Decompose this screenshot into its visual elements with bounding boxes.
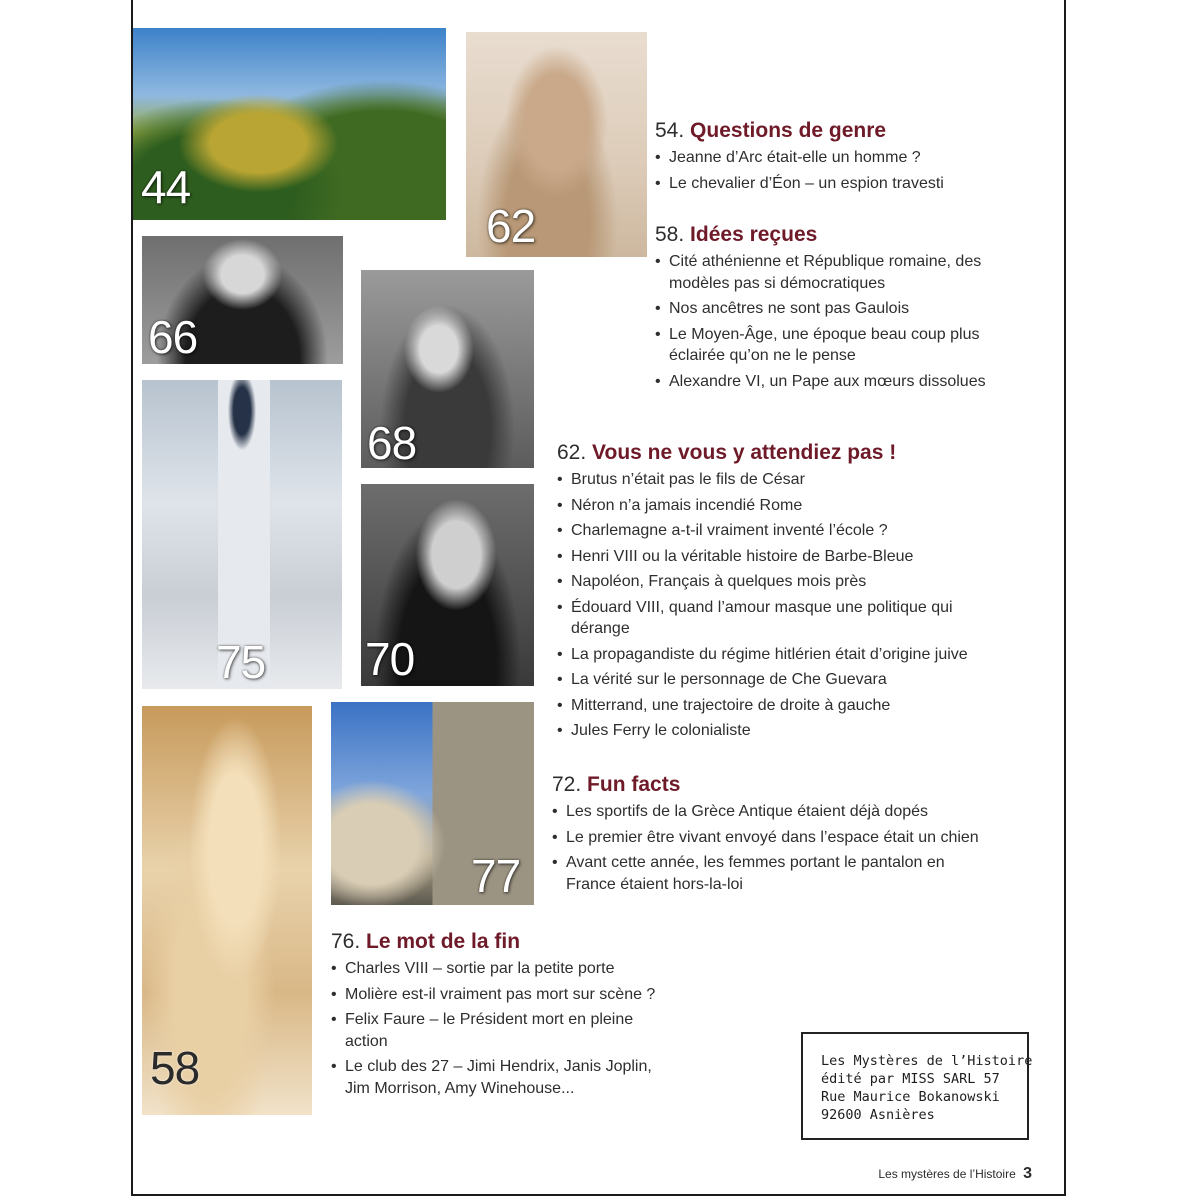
photo-napoleon-portrait [142,236,343,364]
photo-page-number: 58 [150,1042,200,1094]
list-item: • Le club des 27 – Jimi Hendrix, Janis Joplin, Jim Morrison, Amy Winehouse... [331,1056,655,1099]
publisher-line: 92600 Asnières [821,1107,935,1123]
photo-sketch-portrait [466,32,647,257]
list-item: • Le chevalier d’Éon – un espion travesti [655,173,995,195]
section-le-mot-de-la-fin [331,929,671,1103]
list-item: • Mitterrand, une trajectoire de droite à gauche [557,695,997,717]
list-item: • Felix Faure – le Président mort en pleine action [331,1009,655,1052]
section-title [552,772,1002,798]
section-idees-recues [655,222,995,396]
section-title [557,440,997,466]
list-item: • Alexandre VI, un Pape aux mœurs dissolues [655,371,995,393]
section-title [331,929,671,955]
photo-woman-in-trousers [142,380,342,689]
list-item: • Cité athénienne et République romaine, des modèles pas si démocratiques [655,251,995,294]
section-heading: Questions de genre [690,119,887,142]
section-heading: Fun facts [587,773,681,796]
photo-page-number: 77 [471,850,521,902]
section-items [655,251,995,392]
section-page-number: 76. [331,930,361,953]
section-page-number: 54. [655,119,685,142]
photo-page-number: 66 [148,311,198,363]
list-item: • Napoléon, Français à quelques mois près [557,571,997,593]
list-item: • Le Moyen-Âge, une époque beau coup plus éclairée qu’on ne le pense [655,324,995,367]
publisher-box [801,1032,1033,1140]
section-fun-facts [552,772,1002,899]
list-item: • Charlemagne a-t-il vraiment inventé l’école ? [557,520,997,542]
section-page-number: 72. [552,773,582,796]
list-item: • La vérité sur le personnage de Che Guevara [557,669,997,691]
section-items [655,147,995,194]
section-title [655,222,995,248]
list-item: • Charles VIII – sortie par la petite porte [331,958,671,980]
section-heading: Le mot de la fin [366,930,521,953]
photo-mitterrand-portrait [361,484,534,686]
publisher-line: édité par MISS SARL 57 [821,1071,1000,1087]
section-vous-ne-vous-y-attendiez-pas [557,440,997,746]
page-footer [878,1165,1032,1183]
footer-magazine-title: Les mystères de l’Histoire [878,1167,1016,1181]
list-item: • Les sportifs de la Grèce Antique étaient déjà dopés [552,801,1002,823]
list-item: • Édouard VIII, quand l’amour masque une politique qui dérange [557,597,971,640]
list-item: • Nos ancêtres ne sont pas Gaulois [655,298,995,320]
list-item: • Avant cette année, les femmes portant le pantalon en France étaient hors-la-loi [552,852,966,895]
list-item: • Molière est-il vraiment pas mort sur scène ? [331,984,671,1006]
photo-soldier [361,270,534,468]
photo-tropical-landscape [133,28,446,220]
section-items [557,469,997,742]
list-item: • Néron n’a jamais incendié Rome [557,495,997,517]
list-item: • Le premier être vivant envoyé dans l’espace était un chien [552,827,1002,849]
photo-page-number: 68 [367,417,417,468]
photo-page-number: 75 [216,636,266,688]
photo-page-number: 62 [486,200,536,252]
list-item: • La propagandiste du régime hitlérien était d’origine juive [557,644,997,666]
list-item: • Brutus n’était pas le fils de César [557,469,997,491]
section-heading: Idées reçues [690,223,818,246]
list-item: • Jules Ferry le colonialiste [557,720,997,742]
publisher-line: Rue Maurice Bokanowski [821,1089,1000,1105]
section-page-number: 58. [655,223,685,246]
section-heading: Vous ne vous y attendiez pas ! [592,441,897,464]
list-item: • Jeanne d’Arc était-elle un homme ? [655,147,995,169]
footer-page-number: 3 [1023,1165,1032,1182]
publisher-line: Les Mystères de l’Histoire [821,1053,1033,1069]
section-questions-de-genre [655,118,995,198]
section-items [552,801,1002,895]
photo-page-number: 70 [365,633,415,685]
photo-marble-statue [142,706,312,1115]
section-title [655,118,995,144]
photo-page-number: 44 [141,161,191,213]
section-items [331,958,671,1099]
section-page-number: 62. [557,441,587,464]
photo-chateau [331,702,534,905]
list-item: • Henri VIII ou la véritable histoire de Barbe-Bleue [557,546,997,568]
